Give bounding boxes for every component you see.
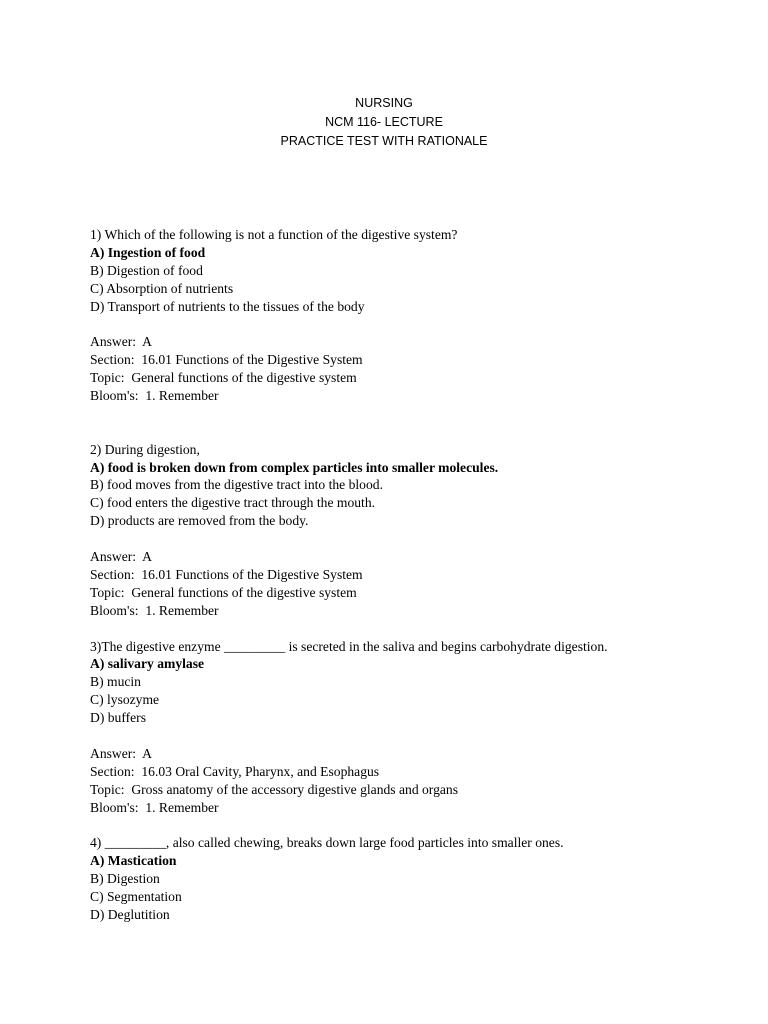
- answer-line: Answer: A: [90, 334, 152, 350]
- option: C) food enters the digestive tract through the mouth.: [90, 495, 376, 511]
- bloom-line: Bloom's: 1. Remember: [90, 388, 219, 404]
- section-line: Section: 16.01 Functions of the Digestive System: [90, 566, 363, 582]
- option: B) Digestion of food: [90, 262, 203, 278]
- question-3: [90, 638, 730, 817]
- option: D) buffers: [90, 710, 146, 726]
- option: B) mucin: [90, 674, 141, 690]
- option: D) Deglutition: [90, 906, 170, 922]
- section-line: Section: 16.01 Functions of the Digestive System: [90, 352, 363, 368]
- question-1: [90, 226, 730, 405]
- bloom-line: Bloom's: 1. Remember: [90, 602, 219, 618]
- answer-line: Answer: A: [90, 549, 152, 565]
- document-header: [0, 94, 768, 151]
- topic-line: Topic: General functions of the digestive system: [90, 370, 357, 386]
- section-line: Section: 16.03 Oral Cavity, Pharynx, and Esophagus: [90, 763, 380, 779]
- header-subtitle: PRACTICE TEST WITH RATIONALE: [280, 134, 488, 148]
- option: C) Absorption of nutrients: [90, 280, 234, 296]
- answer-line: Answer: A: [90, 745, 152, 761]
- option-correct: A) food is broken down from complex particles into smaller molecules.: [90, 459, 499, 475]
- fill-blank: _________: [224, 638, 286, 654]
- option: D) Transport of nutrients to the tissues of the body: [90, 298, 365, 314]
- option: B) food moves from the digestive tract into the blood.: [90, 477, 383, 493]
- question-stem: 1) Which of the following is not a function of the digestive system?: [90, 227, 458, 242]
- question-4: [90, 834, 730, 923]
- bloom-line: Bloom's: 1. Remember: [90, 799, 219, 815]
- stem-text: 3)The digestive enzyme: [90, 638, 224, 654]
- option: D) products are removed from the body.: [90, 513, 309, 529]
- topic-line: Topic: General functions of the digestive system: [90, 584, 357, 600]
- question-2: [90, 441, 730, 620]
- topic-line: Topic: Gross anatomy of the accessory digestive glands and organs: [90, 781, 459, 797]
- stem-text: 4): [90, 835, 105, 851]
- option-correct: A) Ingestion of food: [90, 244, 206, 260]
- question-stem: [90, 834, 730, 852]
- header-course: NCM 116- LECTURE: [325, 115, 443, 129]
- option: C) lysozyme: [90, 692, 160, 708]
- option: B) Digestion: [90, 871, 160, 887]
- question-stem: [90, 638, 730, 656]
- stem-text: , also called chewing, breaks down large food particles into smaller ones.: [165, 835, 564, 851]
- question-list: [90, 226, 730, 924]
- question-stem: 2) During digestion,: [90, 441, 200, 457]
- fill-blank: _________: [104, 835, 166, 851]
- option-correct: A) Mastication: [90, 853, 177, 869]
- option-correct: A) salivary amylase: [90, 656, 205, 672]
- option: C) Segmentation: [90, 888, 182, 904]
- header-title: NURSING: [355, 96, 413, 110]
- stem-text: is secreted in the saliva and begins carbohydrate digestion.: [285, 638, 608, 654]
